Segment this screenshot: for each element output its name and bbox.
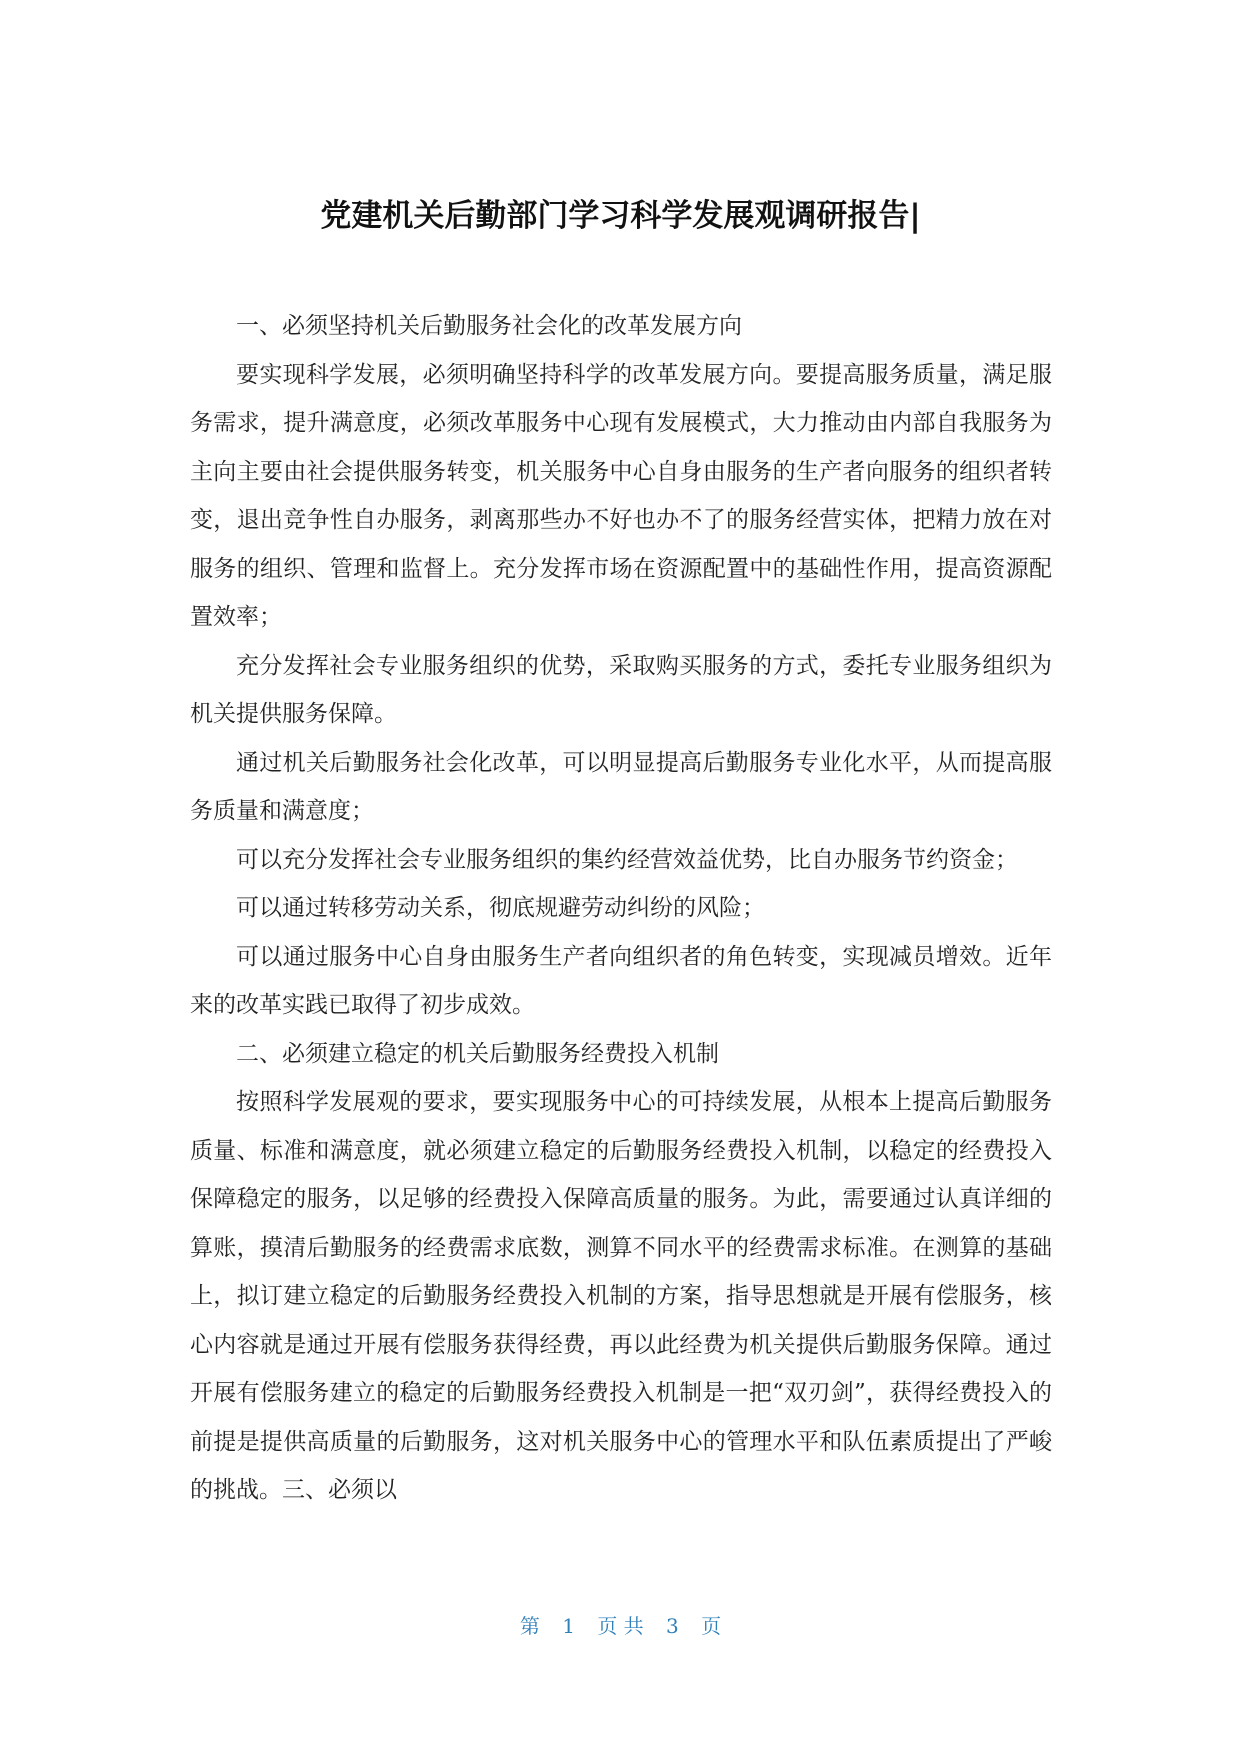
paragraph: 一、必须坚持机关后勤服务社会化的改革发展方向 bbox=[236, 313, 742, 339]
document-title: 党建机关后勤部门学习科学发展观调研报告| bbox=[320, 198, 921, 234]
paragraph: 要实现科学发展，必须明确坚持科学的改革发展方向。要提高服务质量，满足服务需求，提升满意度，必须改革服务中心现有发展模式，大力推动由内部自我服务为主向主要由社会提供服务转变，机关服务中心自身由服务的生产者向服务的组织者转变，退出竞争性自办服务，剥离那些办不好也办不了的服务经营实体，把精力放在对服务的组织、管理和监督上。充分发挥市场在资源配置中的基础性作用，提高资源配置效率； bbox=[190, 361, 1052, 630]
current-page-number: 1 bbox=[562, 1614, 575, 1638]
document-body bbox=[190, 302, 1052, 1515]
page-footer bbox=[0, 1610, 1241, 1639]
paragraph: 可以通过服务中心自身由服务生产者向组织者的角色转变，实现减员增效。近年来的改革实践已取得了初步成效。 bbox=[190, 943, 1052, 1018]
paragraph: 可以通过转移劳动关系，彻底规避劳动纠纷的风险； bbox=[236, 895, 765, 921]
page-suffix: 页 bbox=[701, 1614, 722, 1638]
page-mid: 页 共 bbox=[597, 1614, 644, 1638]
paragraph: 充分发挥社会专业服务组织的优势，采取购买服务的方式，委托专业服务组织为机关提供服务保障。 bbox=[190, 652, 1052, 727]
paragraph: 可以充分发挥社会专业服务组织的集约经营效益优势，比自办服务节约资金； bbox=[236, 846, 1018, 873]
page-prefix: 第 bbox=[519, 1614, 540, 1638]
paragraph: 按照科学发展观的要求，要实现服务中心的可持续发展，从根本上提高后勤服务质量、标准和满意度，就必须建立稳定的后勤服务经费投入机制，以稳定的经费投入保障稳定的服务，以足够的经费投入保障高质量的服务。为此，需要通过认真详细的算账，摸清后勤服务的经费需求底数，测算不同水平的经费需求标准。在测算的基础上，拟订建立稳定的后勤服务经费投入机制的方案，指导思想就是开展有偿服务，核心内容就是通过开展有偿服务获得经费，再以此经费为机关提供后勤服务保障。通过开展有偿服务建立的稳定的后勤服务经费投入机制是一把“双刃剑”，获得经费投入的前提是提供高质量的后勤服务，这对机关服务中心的管理水平和队伍素质提出了严峻的挑战。三、必须以 bbox=[190, 1089, 1052, 1503]
paragraph: 通过机关后勤服务社会化改革，可以明显提高后勤服务专业化水平，从而提高服务质量和满意度； bbox=[190, 749, 1052, 824]
paragraph: 二、必须建立稳定的机关后勤服务经费投入机制 bbox=[236, 1040, 719, 1067]
total-pages-number: 3 bbox=[666, 1614, 679, 1638]
